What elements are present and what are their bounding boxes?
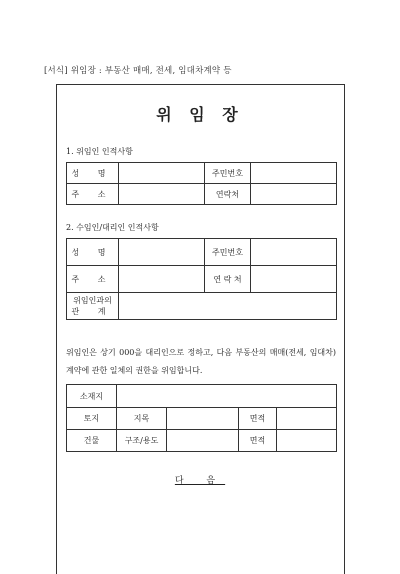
location-field[interactable]	[117, 385, 337, 408]
principal-name-field[interactable]	[119, 163, 205, 184]
land-label: 토지	[67, 408, 117, 430]
land-area-label: 면적	[239, 408, 277, 430]
principal-id-field[interactable]	[251, 163, 337, 184]
principal-address-field[interactable]	[119, 184, 205, 205]
building-label: 건물	[67, 430, 117, 452]
dau-heading: 다 음	[174, 476, 226, 486]
section1-heading: 1. 위임인 인적사항	[66, 147, 133, 156]
land-area-field[interactable]	[277, 408, 337, 430]
principal-address-label: 주 소	[67, 184, 119, 205]
agent-relation-label-line2: 관 계	[71, 307, 114, 316]
agent-relation-label	[67, 293, 119, 320]
building-area-label: 면적	[239, 430, 277, 452]
structure-field[interactable]	[167, 430, 239, 452]
principal-contact-field[interactable]	[251, 184, 337, 205]
agent-table	[66, 238, 337, 320]
agent-id-field[interactable]	[251, 239, 337, 266]
document-frame	[56, 84, 345, 574]
agent-relation-field[interactable]	[119, 293, 337, 320]
land-category-field[interactable]	[167, 408, 239, 430]
delegation-paragraph: 위임인은 상기 000을 대리인으로 정하고, 다음 부동산의 매매(전세, 임대차)계약에 관한 일체의 권한을 위임합니다.	[66, 348, 336, 375]
property-table	[66, 384, 337, 452]
structure-label: 구조/용도	[117, 430, 167, 452]
agent-name-label: 성 명	[67, 239, 119, 266]
agent-id-label: 주민번호	[205, 239, 251, 266]
location-label: 소재지	[67, 385, 117, 408]
agent-address-field[interactable]	[119, 266, 205, 293]
building-area-field[interactable]	[277, 430, 337, 452]
section2-heading: 2. 수임인/대리인 인적사항	[66, 223, 159, 232]
land-category-label: 지목	[117, 408, 167, 430]
agent-address-label: 주 소	[67, 266, 119, 293]
principal-table	[66, 162, 337, 205]
principal-name-label: 성 명	[67, 163, 119, 184]
form-caption: [서식] 위임장 : 부동산 매매, 전세, 임대차계약 등	[44, 66, 232, 76]
principal-contact-label: 연락처	[205, 184, 251, 205]
agent-contact-label: 연 락 처	[205, 266, 251, 293]
principal-id-label: 주민번호	[205, 163, 251, 184]
agent-relation-label-line1: 위임인과의	[73, 296, 112, 305]
agent-contact-field[interactable]	[251, 266, 337, 293]
page-title: 위 임 장	[156, 105, 244, 124]
agent-name-field[interactable]	[119, 239, 205, 266]
